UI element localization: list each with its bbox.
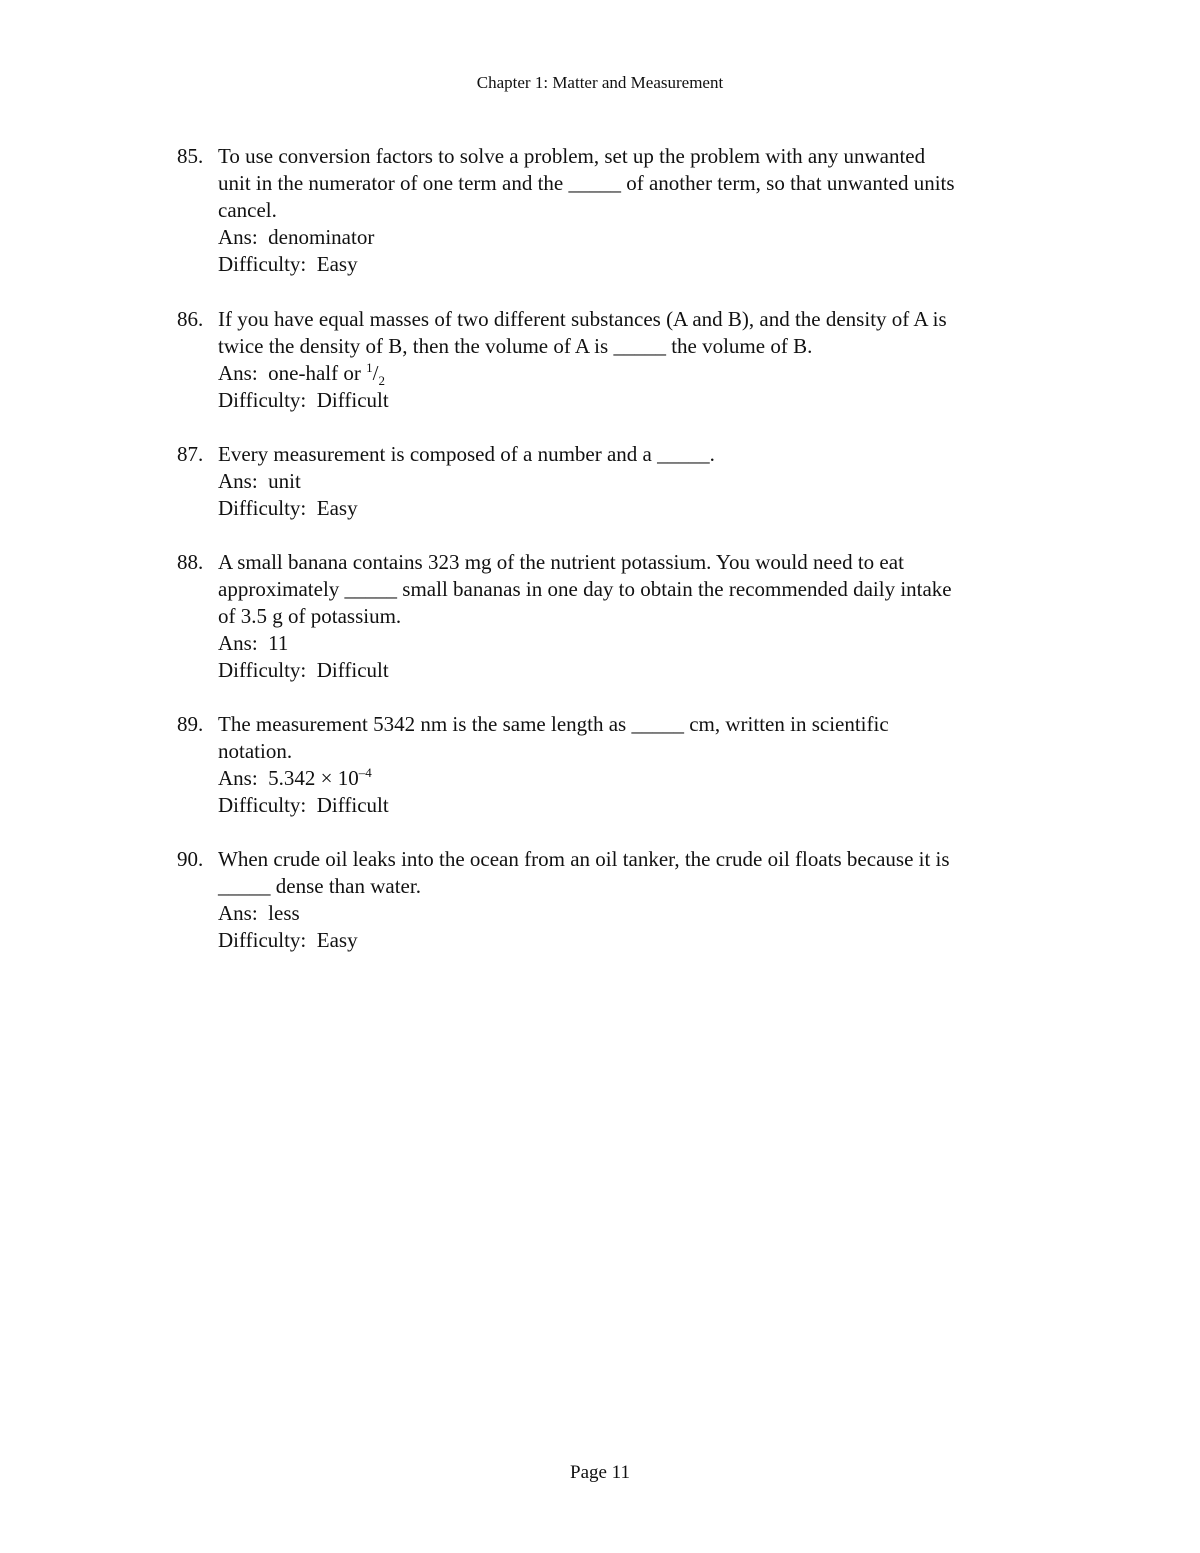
- answer-line: Ans: less: [218, 901, 300, 925]
- question-text-line: To use conversion factors to solve a problem, set up the problem with any unwanted: [218, 144, 926, 168]
- fraction-slash: /: [372, 361, 379, 385]
- question-number: 86.: [177, 307, 204, 331]
- question-text-line: When crude oil leaks into the ocean from an oil tanker, the crude oil floats because it is: [218, 847, 950, 871]
- answer-text: Ans: one-half or: [218, 361, 367, 385]
- question-text-line: of 3.5 g of potassium.: [218, 604, 402, 628]
- answer-line: [218, 360, 1057, 387]
- question-text-line: _____ dense than water.: [218, 874, 421, 898]
- answer-line: Ans: 11: [218, 631, 289, 655]
- page-header: Chapter 1: Matter and Measurement: [476, 73, 724, 92]
- question-text-line: If you have equal masses of two different substances (A and B), and the density of A is: [218, 307, 947, 331]
- question-text-line: Every measurement is composed of a number and a _____.: [218, 442, 715, 466]
- question-body: [218, 549, 1057, 684]
- answer-line: Ans: denominator: [218, 225, 375, 249]
- question-86: [177, 306, 1057, 414]
- answer-exponent: –4: [358, 765, 372, 780]
- question-89: [177, 711, 1057, 819]
- question-text-line: notation.: [218, 739, 293, 763]
- question-number: 87.: [177, 442, 204, 466]
- question-body: [218, 846, 1057, 954]
- question-text-line: cancel.: [218, 198, 277, 222]
- difficulty-line: Difficulty: Difficult: [218, 388, 389, 412]
- difficulty-line: Difficulty: Easy: [218, 928, 358, 952]
- question-85: [177, 143, 1057, 278]
- answer-text: Ans: 5.342 × 10: [218, 766, 359, 790]
- question-text-line: The measurement 5342 nm is the same length as _____ cm, written in scientific: [218, 712, 889, 736]
- question-text-line: approximately _____ small bananas in one day to obtain the recommended daily intake: [218, 577, 952, 601]
- question-body: [218, 143, 1057, 278]
- difficulty-line: Difficulty: Difficult: [218, 658, 389, 682]
- question-88: [177, 549, 1057, 684]
- answer-line: [218, 765, 1057, 792]
- fraction-numerator: 1: [366, 360, 373, 375]
- question-body: [218, 441, 1057, 522]
- question-text-line: unit in the numerator of one term and the _____ of another term, so that unwanted units: [218, 171, 955, 195]
- question-text-line: A small banana contains 323 mg of the nutrient potassium. You would need to eat: [218, 550, 904, 574]
- answer-line: Ans: unit: [218, 469, 301, 493]
- question-text-line: twice the density of B, then the volume of A is _____ the volume of B.: [218, 334, 813, 358]
- question-90: [177, 846, 1057, 954]
- question-number: 89.: [177, 712, 204, 736]
- difficulty-line: Difficulty: Easy: [218, 252, 358, 276]
- difficulty-line: Difficulty: Difficult: [218, 793, 389, 817]
- question-number: 90.: [177, 847, 204, 871]
- question-number: 88.: [177, 550, 204, 574]
- question-body: [218, 306, 1057, 414]
- question-body: [218, 711, 1057, 819]
- question-number: 85.: [177, 144, 204, 168]
- fraction-denominator: 2: [378, 373, 385, 389]
- difficulty-line: Difficulty: Easy: [218, 496, 358, 520]
- question-87: [177, 441, 1057, 522]
- page-number: Page 11: [570, 1462, 630, 1483]
